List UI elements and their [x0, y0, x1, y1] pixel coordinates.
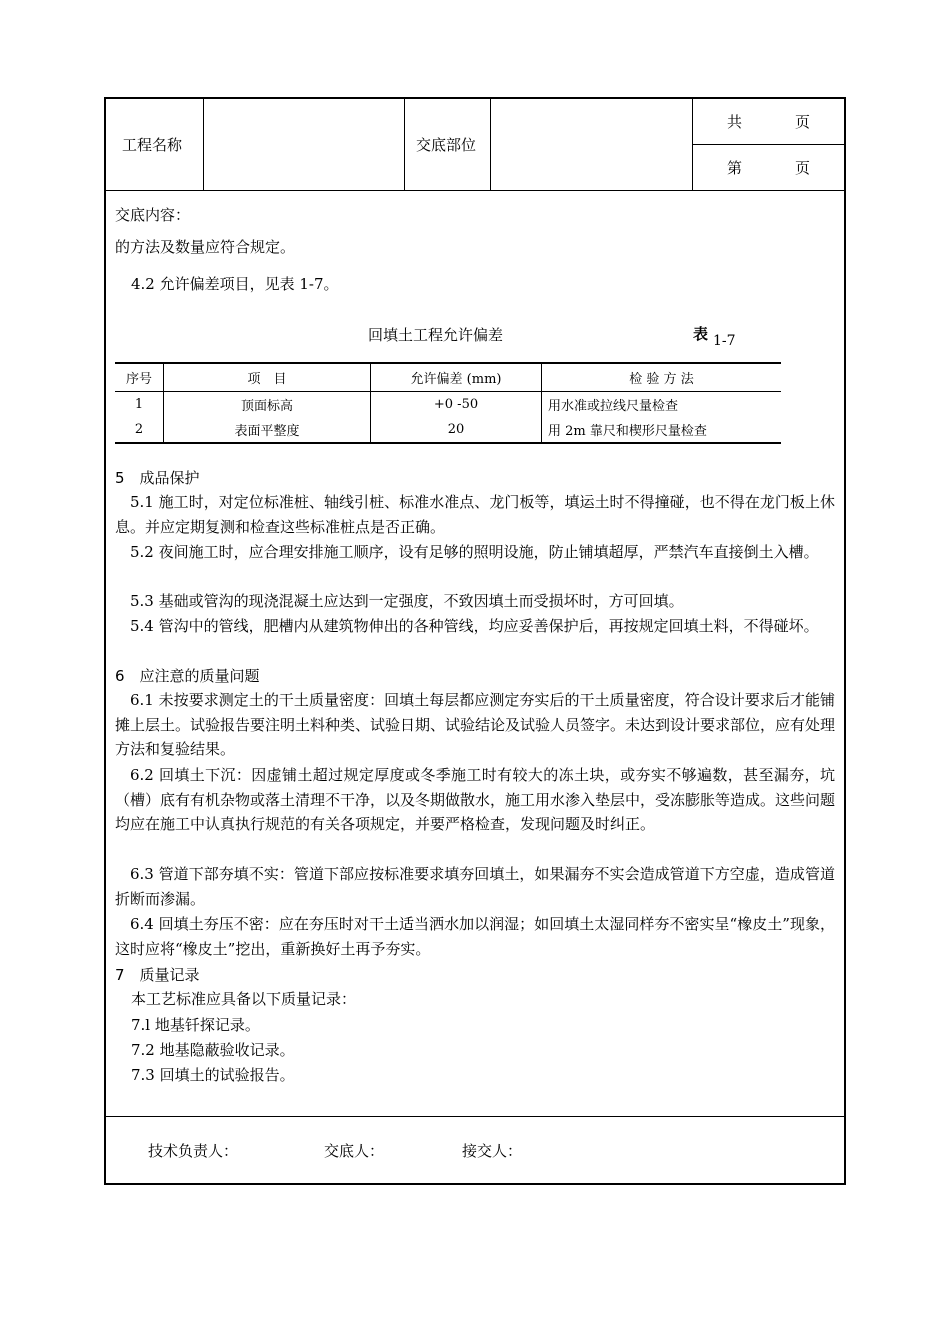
paragraph-5-2: 5.2 夜间施工时，应合理安排施工顺序，设有足够的照明设施，防止铺填超厚，严禁汽车直接倒土入槽。	[130, 543, 819, 561]
column-header-item: 项 目	[164, 363, 371, 392]
record-7-1: 7.l 地基钎探记录。	[131, 1016, 260, 1034]
page-number-label-b: 页	[795, 159, 811, 177]
project-name-label: 工程名称	[122, 136, 183, 154]
paragraph-6-2: 6.2 回填土下沉：因虚铺土超过规定厚度或冬季施工时有较大的冻土块，或夯实不够遍数，甚至漏夯，坑（槽）底有有机杂物或落土清理不干净，以及冬期做散水，施工用水渗入垫层中，受冻膨胀等造成。这些问题均应在施工中认真执行规范的有关各项规定，并要严格检查，发现问题及时纠正。	[115, 766, 836, 834]
table-cell: 用水准或拉线尺量检查	[548, 399, 679, 414]
section-7-intro: 本工艺标准应具备以下质量记录：	[131, 990, 357, 1008]
paragraph-5-1: 5.1 施工时，对定位标准桩、轴线引桩、标准水准点、龙门板等，填运土时不得撞碰，也不得在龙门板上休息。并应定期复测和检查这些标准桩点是否正确。	[115, 493, 835, 536]
section-5-title: 5 成品保护	[115, 469, 200, 487]
tolerance-table	[115, 362, 781, 444]
table-cell: +0 -50	[371, 392, 542, 418]
content-heading: 交底内容：	[115, 206, 191, 224]
header-bottom-line	[105, 190, 845, 191]
column-header-method: 检 验 方 法	[542, 363, 782, 392]
paragraph-6-1: 6.1 未按要求测定土的干土质量密度：回填土每层都应测定夯实后的干土质量密度，符合设计要求后才能铺摊上层土。试验报告要注明土料种类、试验日期、试验结论及试验人员签字。未达到设计要求部位，应有处理方法和复验结果。	[115, 691, 836, 759]
table-title: 回填土工程允许偏差	[368, 326, 504, 344]
table-cell: 20	[371, 417, 542, 443]
record-7-2: 7.2 地基隐蔽验收记录。	[131, 1041, 295, 1059]
column-header-tolerance: 允许偏差 (mm)	[371, 363, 542, 392]
table-row	[115, 392, 781, 418]
table-cell: 2	[115, 417, 164, 443]
header-divider-1	[203, 98, 204, 191]
record-7-3: 7.3 回填土的试验报告。	[131, 1066, 295, 1084]
table-cell: 表面平整度	[164, 417, 371, 443]
column-header-index: 序号	[115, 363, 164, 392]
table-row	[115, 417, 781, 443]
paragraph-6-3: 6.3 管道下部夯填不实：管道下部应按标准要求填夯回填土，如果漏夯不实会造成管道下方空虚，造成管道折断而渗漏。	[115, 865, 835, 908]
location-value[interactable]	[498, 133, 684, 157]
section-6-title: 6 应注意的质量问题	[115, 667, 260, 685]
page-number-label-a: 第	[727, 159, 743, 177]
table-number: 1-7	[713, 333, 736, 349]
paragraph-5-3: 5.3 基础或管沟的现浇混凝土应达到一定强度，不致因填土而受损坏时，方可回填。	[130, 592, 684, 610]
tech-lead-signature-label: 技术负责人：	[148, 1142, 239, 1160]
total-pages-label-a: 共	[727, 113, 743, 131]
table-cell: 1	[115, 392, 164, 418]
header-divider-2	[404, 98, 405, 191]
section-7-title: 7 质量记录	[115, 966, 200, 984]
discloser-signature-label: 交底人：	[324, 1142, 385, 1160]
table-cell: 顶面标高	[164, 392, 371, 418]
table-label: 表	[693, 325, 709, 343]
total-pages-label-b: 页	[795, 113, 811, 131]
paragraph-6-4: 6.4 回填土夯压不密：应在夯压时对干土适当洒水加以润湿；如回填土太湿同样夯不密实呈“橡皮土”现象，这时应将“橡皮土”挖出，重新换好土再予夯实。	[115, 915, 835, 958]
location-label: 交底部位	[416, 136, 477, 154]
signature-separator-line	[105, 1116, 845, 1117]
table-header-row	[115, 363, 781, 392]
paragraph-4-2: 4.2 允许偏差项目，见表 1-7。	[131, 275, 339, 293]
paragraph-5-4: 5.4 管沟中的管线，肥槽内从建筑物伸出的各种管线，均应妥善保护后，再按规定回填土料，不得碰坏。	[130, 617, 819, 635]
intro-line: 的方法及数量应符合规定。	[115, 238, 296, 256]
project-name-value[interactable]	[212, 133, 397, 157]
table-cell: 用 2m 靠尺和楔形尺量检查	[542, 417, 782, 443]
header-page-split-line	[692, 144, 845, 145]
header-divider-3	[490, 98, 491, 191]
receiver-signature-label: 接交人：	[462, 1142, 523, 1160]
